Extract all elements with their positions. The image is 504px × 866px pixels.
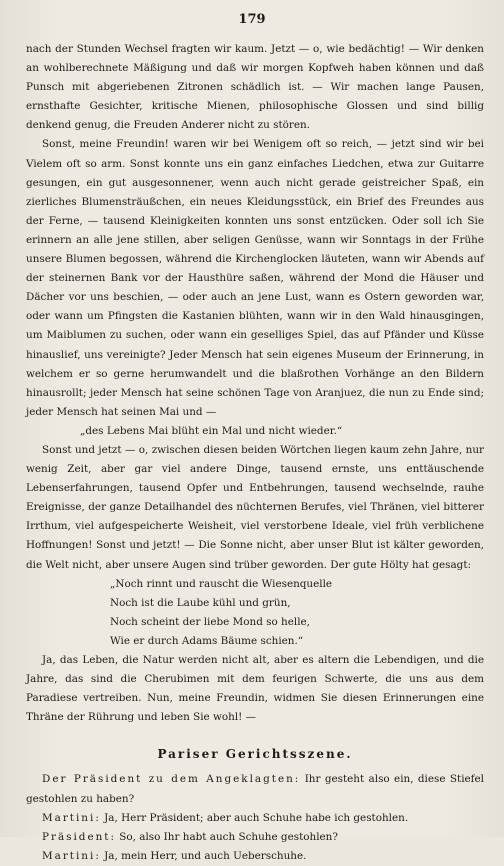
verse-block — [26, 575, 484, 651]
spoken-line: Ihr gesteht also ein, diese Stiefel gestohlen zu haben? — [26, 773, 484, 805]
dialogue-line — [26, 809, 484, 828]
dialogue-line — [26, 828, 484, 847]
paragraph: Ja, das Leben, die Natur werden nicht alt, aber es altern die Lebendigen, und die Jahre, das sind die Cherubimen mit dem feurigen Schwerte, die uns aus dem Paradiese vertreiben. Nun, meine Freundin, widmen Sie diesen Erinnerungen eine Thräne der Rührung und leben Sie wohl! — — [26, 654, 484, 724]
verse-line: Wie er durch Adams Bäume schien.“ — [110, 634, 304, 647]
dialogue-line — [26, 770, 484, 808]
dialogue-line — [26, 847, 484, 866]
section-title: Pariser Gerichtsszene. — [157, 747, 353, 762]
page-number: 179 — [238, 12, 266, 27]
verse-line: Noch ist die Laube kühl und grün, — [110, 596, 291, 609]
paragraph: nach der Stunden Wechsel fragten wir kaum. Jetzt — o, wie bedächtig! — Wir denken an wohlberechnete Mäßigung und daß wir morgen Kopfweh haben können und daß Punsch mit abgeriebenen Zitronen schädlich ist. — Wir machen lange Pausen, ernsthafte Gesichter, kritische Mienen, philosophische Glossen und sind billig denkend genug, die Freuden Anderer nicht zu stören. — [26, 43, 484, 132]
dialogue — [26, 770, 484, 865]
quote-line: „des Lebens Mai blüht ein Mal und nicht wieder.“ — [80, 424, 343, 437]
speaker: Der Präsident zu dem Angeklagten: — [42, 773, 301, 786]
verse-line: Noch scheint der liebe Mond so helle, — [110, 615, 310, 628]
page-body — [26, 40, 484, 866]
paragraph: Sonst und jetzt — o, zwischen diesen beiden Wörtchen liegen kaum zehn Jahre, nur wenig Zeit, aber gar viel andere Dinge, tausend ernste, uns enttäuschende Lebenserfahrungen, tausend Opfer und Entbehrungen, tausend wechselnde, rauhe Ereignisse, der ganze Detailhandel des nüchternen Berufes, viel Thränen, viel bitterer Irrthum, viel aufgespeicherte Weisheit, viel verstorbene Ideale, viel früh verblichene Hoffnungen! Sonst und jetzt! — Die Sonne nicht, aber unser Blut ist kälter geworden, die Welt nicht, aber unsere Augen sind trüber geworden. Der gute Hölty hat gesagt: — [26, 443, 484, 571]
spoken-line: Ja, Herr Präsident; aber auch Schuhe habe ich gestohlen. — [104, 811, 409, 824]
spoken-line: So, also Ihr habt auch Schuhe gestohlen? — [119, 830, 338, 843]
verse-line: „Noch rinnt und rauscht die Wiesenquelle — [110, 577, 333, 590]
speaker: Martini: — [42, 811, 101, 824]
speaker: Präsident: — [42, 830, 116, 843]
spoken-line: Ja, mein Herr, und auch Ueberschuhe. — [104, 849, 307, 862]
paragraph: Sonst, meine Freundin! waren wir bei Wenigem oft so reich, — jetzt sind wir bei Vielem oft so arm. Sonst konnte uns ein ganz einfaches Liedchen, etwa zur Guitarre gesungen, ein gut ausgesonnener, wenn auch nicht gerade geistreicher Spaß, ein zierliches Blumensträußchen, ein neues Kleidungsstück, ein Brief des Freundes aus der Ferne, — tausend Kleinigkeiten konnten uns sonst entzücken. Oder soll ich Sie erinnern an alle jene stillen, aber seligen Genüsse, wann wir Sonntags in der Frühe unsere Blumen begossen, während die Kirchenglocken läuteten, wann wir Abends auf der steinernen Bank vor der Hausthüre saßen, während der Mond die Häuser und Dächer vor uns beschien, — oder auch an jene Lust, wann es Ostern geworden war, oder wann um Pfingsten die Kastanien blühten, wann wir in den Wald hinausgingen, um Maiblumen zu suchen, oder wann ein geselliges Spiel, das auf Pfänder und Küsse hinauslief, uns vereinigte? Jeder Mensch hat sein eigenes Museum der Erinnerung, in welchem er so gerne herumwandelt und die blaßrothen Vorhänge an den Bildern hinausrollt; jeder Mensch hat seine schönen Tage von Aranjuez, die nun zu Ende sind; jeder Mensch hat seinen Mai und — — [26, 138, 484, 418]
speaker: Martini: — [42, 849, 101, 862]
